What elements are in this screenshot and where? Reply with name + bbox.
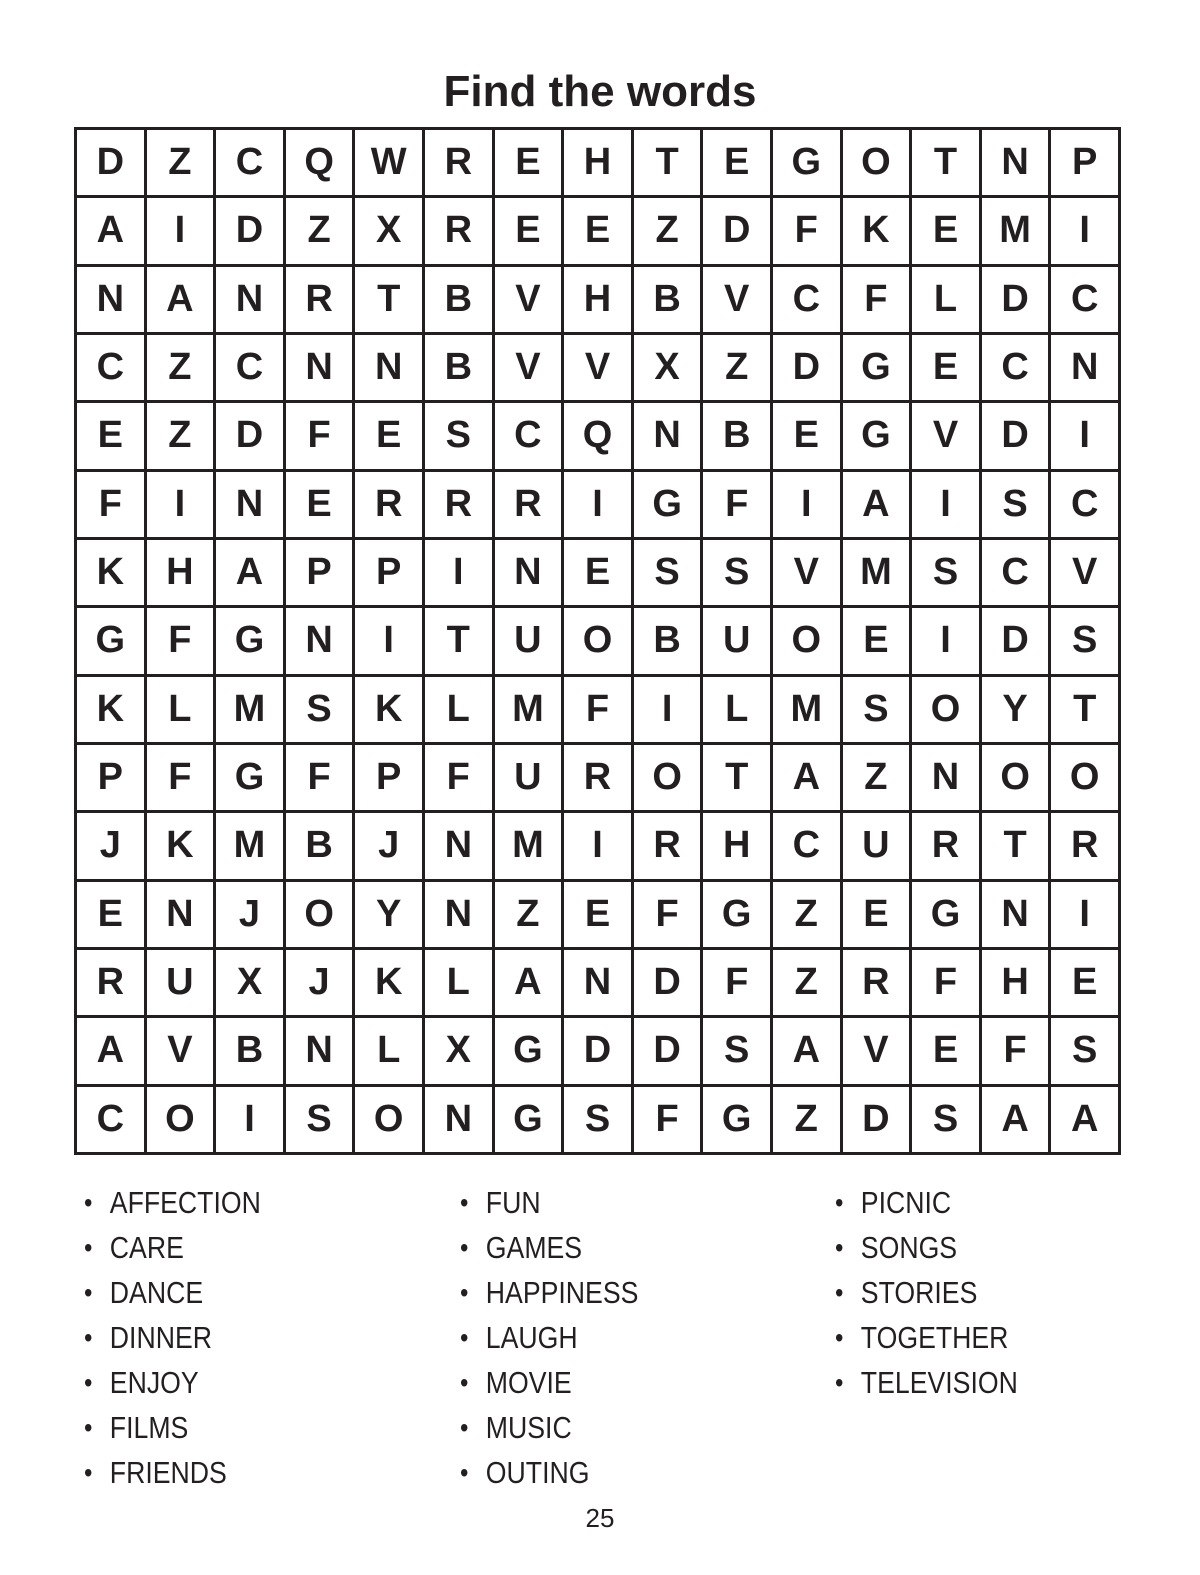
word-list-item [460,1315,638,1360]
grid-cell[interactable]: I [147,472,214,537]
grid-cell[interactable]: E [564,198,631,263]
grid-cell[interactable]: U [147,950,214,1015]
grid-cell[interactable]: B [286,813,353,878]
grid-cell[interactable]: R [843,950,910,1015]
grid-cell[interactable]: A [773,745,840,810]
grid-cell[interactable]: B [216,1018,283,1083]
bullet-icon: • [460,1412,469,1443]
word-label: FILMS [109,1410,189,1445]
grid-cell[interactable]: T [912,130,979,195]
bullet-icon: • [835,1232,844,1263]
grid-cell[interactable]: K [355,677,422,742]
grid-cell[interactable]: I [564,472,631,537]
grid-cell[interactable]: F [147,745,214,810]
word-label: OUTING [485,1455,590,1490]
grid-cell[interactable]: R [912,813,979,878]
word-list-item [84,1315,261,1360]
grid-cell[interactable]: S [286,677,353,742]
grid-cell[interactable]: D [982,267,1049,332]
grid-cell[interactable]: J [355,813,422,878]
bullet-icon: • [84,1457,93,1488]
grid-cell[interactable]: E [773,403,840,468]
grid-cell[interactable]: S [843,677,910,742]
grid-cell[interactable]: C [1051,472,1118,537]
grid-cell[interactable]: M [495,677,562,742]
grid-cell[interactable]: D [773,335,840,400]
bullet-icon: • [84,1322,93,1353]
grid-cell[interactable]: D [216,198,283,263]
grid-cell[interactable]: Z [773,950,840,1015]
grid-cell[interactable]: N [77,267,144,332]
grid-cell[interactable]: E [77,882,144,947]
grid-cell[interactable]: C [982,540,1049,605]
word-label: MUSIC [485,1410,572,1445]
word-list-column-2 [460,1180,667,1495]
word-list-item [460,1450,638,1495]
bullet-icon: • [84,1187,93,1218]
grid-cell[interactable]: X [355,198,422,263]
grid-cell[interactable]: F [425,745,492,810]
grid-cell[interactable]: R [495,472,562,537]
bullet-icon: • [835,1187,844,1218]
grid-cell[interactable]: X [634,335,701,400]
grid-cell[interactable]: F [77,472,144,537]
word-list-item [84,1180,261,1225]
grid-cell[interactable]: O [912,677,979,742]
grid-cell[interactable]: L [425,677,492,742]
word-list [0,1180,1200,1490]
word-label: TOGETHER [860,1320,1009,1355]
grid-cell[interactable]: S [634,540,701,605]
grid-cell[interactable]: P [355,745,422,810]
grid-cell[interactable]: T [982,813,1049,878]
grid-cell[interactable]: I [355,608,422,673]
grid-cell[interactable]: M [216,813,283,878]
grid-cell[interactable]: K [147,813,214,878]
grid-cell[interactable]: S [286,1087,353,1152]
grid-cell[interactable]: U [495,745,562,810]
grid-cell[interactable]: Y [982,677,1049,742]
word-list-item [84,1225,261,1270]
grid-cell[interactable]: S [703,540,770,605]
grid-cell[interactable]: R [425,130,492,195]
grid-cell[interactable]: Q [286,130,353,195]
grid-cell[interactable]: E [564,882,631,947]
grid-cell[interactable]: N [982,130,1049,195]
word-label: LAUGH [485,1320,578,1355]
word-list-item [84,1450,261,1495]
word-list-item [460,1405,638,1450]
grid-cell[interactable]: S [564,1087,631,1152]
grid-cell[interactable]: N [216,472,283,537]
grid-cell[interactable]: F [912,950,979,1015]
bullet-icon: • [460,1187,469,1218]
grid-cell[interactable]: Z [773,882,840,947]
grid-cell[interactable]: K [843,198,910,263]
grid-cell[interactable]: F [773,198,840,263]
grid-cell[interactable]: V [703,267,770,332]
grid-cell[interactable]: C [773,267,840,332]
grid-cell[interactable]: O [355,1087,422,1152]
grid-cell[interactable]: F [843,267,910,332]
grid-cell[interactable]: Z [843,745,910,810]
grid-cell[interactable]: I [1051,403,1118,468]
grid-cell[interactable]: H [564,130,631,195]
grid-cell[interactable]: C [1051,267,1118,332]
grid-cell[interactable]: W [355,130,422,195]
grid-cell[interactable]: Z [773,1087,840,1152]
bullet-icon: • [835,1277,844,1308]
grid-cell[interactable]: Z [147,130,214,195]
grid-cell[interactable]: I [147,198,214,263]
grid-cell[interactable]: I [773,472,840,537]
grid-cell[interactable]: N [286,1018,353,1083]
grid-cell[interactable]: I [912,608,979,673]
grid-cell[interactable]: N [564,950,631,1015]
bullet-icon: • [835,1322,844,1353]
grid-cell[interactable]: R [286,267,353,332]
grid-cell[interactable]: R [77,950,144,1015]
bullet-icon: • [84,1412,93,1443]
grid-cell[interactable]: F [703,472,770,537]
grid-cell[interactable]: K [355,950,422,1015]
word-list-item [835,1225,1018,1270]
bullet-icon: • [84,1232,93,1263]
grid-cell[interactable]: O [634,745,701,810]
word-label: CARE [109,1230,184,1265]
grid-cell[interactable]: N [425,882,492,947]
grid-cell[interactable]: P [355,540,422,605]
word-list-column-3 [835,1180,1048,1405]
grid-cell[interactable]: A [77,1018,144,1083]
grid-cell[interactable]: L [147,677,214,742]
grid-cell[interactable]: E [286,472,353,537]
grid-cell[interactable]: N [982,882,1049,947]
grid-cell[interactable]: E [912,335,979,400]
grid-cell[interactable]: G [634,472,701,537]
bullet-icon: • [460,1322,469,1353]
grid-cell[interactable]: K [77,540,144,605]
grid-cell[interactable]: J [77,813,144,878]
grid-cell[interactable]: A [495,950,562,1015]
grid-cell[interactable]: G [495,1087,562,1152]
bullet-icon: • [460,1457,469,1488]
grid-cell[interactable]: C [982,335,1049,400]
grid-cell[interactable]: M [982,198,1049,263]
grid-cell[interactable]: G [495,1018,562,1083]
word-list-column-1 [84,1180,290,1495]
grid-cell[interactable]: V [843,1018,910,1083]
grid-cell[interactable]: Z [147,335,214,400]
grid-cell[interactable]: I [425,540,492,605]
grid-cell[interactable]: C [495,403,562,468]
grid-cell[interactable]: H [147,540,214,605]
grid-cell[interactable]: F [564,677,631,742]
grid-cell[interactable]: R [1051,813,1118,878]
grid-cell[interactable]: U [703,608,770,673]
grid-cell[interactable]: E [564,540,631,605]
grid-cell[interactable]: A [1051,1087,1118,1152]
grid-cell[interactable]: Y [355,882,422,947]
grid-cell[interactable]: Q [564,403,631,468]
grid-cell[interactable]: C [216,130,283,195]
word-label: GAMES [485,1230,583,1265]
word-label: FUN [485,1185,541,1220]
grid-cell[interactable]: T [703,745,770,810]
grid-cell[interactable]: M [216,677,283,742]
grid-cell[interactable]: A [982,1087,1049,1152]
word-list-item [460,1270,638,1315]
grid-cell[interactable]: L [425,950,492,1015]
grid-cell[interactable]: E [843,608,910,673]
grid-cell[interactable]: E [495,198,562,263]
grid-cell[interactable]: F [286,403,353,468]
grid-cell[interactable]: V [495,267,562,332]
grid-cell[interactable]: X [216,950,283,1015]
grid-cell[interactable]: S [982,472,1049,537]
bullet-icon: • [460,1232,469,1263]
grid-cell[interactable]: E [912,1018,979,1083]
grid-cell[interactable]: A [773,1018,840,1083]
grid-cell[interactable]: O [773,608,840,673]
word-search-grid [74,127,1121,1155]
bullet-icon: • [84,1367,93,1398]
grid-cell[interactable]: I [634,677,701,742]
word-label: FRIENDS [109,1455,227,1490]
word-list-item [460,1360,638,1405]
grid-cell[interactable]: H [564,267,631,332]
grid-cell[interactable]: F [703,950,770,1015]
grid-cell[interactable]: R [425,198,492,263]
word-label: HAPPINESS [485,1275,639,1310]
grid-cell[interactable]: A [147,267,214,332]
grid-cell[interactable]: O [843,130,910,195]
grid-cell[interactable]: R [355,472,422,537]
word-label: MOVIE [485,1365,572,1400]
grid-cell[interactable]: N [425,1087,492,1152]
grid-cell[interactable]: N [1051,335,1118,400]
grid-cell[interactable]: G [216,745,283,810]
grid-cell[interactable]: O [286,882,353,947]
grid-cell[interactable]: H [982,950,1049,1015]
grid-cell[interactable]: O [982,745,1049,810]
bullet-icon: • [84,1277,93,1308]
grid-cell[interactable]: I [564,813,631,878]
grid-cell[interactable]: O [564,608,631,673]
grid-cell[interactable]: J [216,882,283,947]
grid-cell[interactable]: D [634,950,701,1015]
grid-cell[interactable]: N [216,267,283,332]
word-list-item [460,1180,638,1225]
grid-cell[interactable]: D [634,1018,701,1083]
grid-cell[interactable]: M [495,813,562,878]
grid-cell[interactable]: E [843,882,910,947]
grid-cell[interactable]: H [703,813,770,878]
grid-cell[interactable]: P [77,745,144,810]
grid-cell[interactable]: L [703,677,770,742]
grid-cell[interactable]: T [1051,677,1118,742]
bullet-icon: • [460,1277,469,1308]
grid-cell[interactable]: O [1051,745,1118,810]
grid-cell[interactable]: C [77,335,144,400]
word-list-item [460,1225,638,1270]
grid-cell[interactable]: G [912,882,979,947]
grid-cell[interactable]: G [77,608,144,673]
grid-cell[interactable]: T [355,267,422,332]
grid-cell[interactable]: U [843,813,910,878]
grid-cell[interactable]: F [147,608,214,673]
grid-cell[interactable]: X [425,1018,492,1083]
grid-cell[interactable]: Z [703,335,770,400]
grid-cell[interactable]: N [912,745,979,810]
grid-cell[interactable]: B [703,403,770,468]
grid-cell[interactable]: R [564,745,631,810]
grid-cell[interactable]: B [425,267,492,332]
grid-cell[interactable]: E [77,403,144,468]
grid-cell[interactable]: S [912,540,979,605]
grid-cell[interactable]: F [634,882,701,947]
word-label: AFFECTION [109,1185,261,1220]
word-label: PICNIC [860,1185,952,1220]
grid-cell[interactable]: N [425,813,492,878]
grid-cell[interactable]: V [147,1018,214,1083]
word-list-item [835,1270,1018,1315]
grid-cell[interactable]: L [355,1018,422,1083]
grid-cell[interactable]: K [77,677,144,742]
word-label: DANCE [109,1275,204,1310]
grid-cell[interactable]: E [355,403,422,468]
word-label: STORIES [860,1275,978,1310]
grid-cell[interactable]: S [1051,1018,1118,1083]
page-title: Find the words [443,67,757,116]
word-label: SONGS [860,1230,958,1265]
grid-cell[interactable]: C [77,1087,144,1152]
grid-cell[interactable]: S [1051,608,1118,673]
grid-cell[interactable]: D [982,608,1049,673]
grid-cell[interactable]: N [634,403,701,468]
grid-cell[interactable]: V [1051,540,1118,605]
grid-cell[interactable]: S [703,1018,770,1083]
grid-cell[interactable]: O [147,1087,214,1152]
word-list-item [835,1315,1018,1360]
grid-cell[interactable]: N [495,540,562,605]
grid-cell[interactable]: E [703,130,770,195]
grid-cell[interactable]: N [286,335,353,400]
word-label: ENJOY [109,1365,199,1400]
word-list-item [84,1270,261,1315]
grid-cell[interactable]: A [77,198,144,263]
grid-cell[interactable]: N [286,608,353,673]
page-number: 25 [585,1503,615,1533]
grid-cell[interactable]: F [634,1087,701,1152]
grid-cell[interactable]: T [425,608,492,673]
grid-cell[interactable]: G [703,1087,770,1152]
grid-cell[interactable]: E [1051,950,1118,1015]
grid-cell[interactable]: I [912,472,979,537]
grid-cell[interactable]: B [634,267,701,332]
grid-cell[interactable]: I [1051,882,1118,947]
grid-cell[interactable]: R [425,472,492,537]
grid-cell[interactable]: E [912,198,979,263]
grid-cell[interactable]: G [843,403,910,468]
word-list-item [835,1360,1018,1405]
grid-cell[interactable]: Z [634,198,701,263]
grid-cell[interactable]: S [425,403,492,468]
grid-cell[interactable]: V [564,335,631,400]
grid-cell[interactable]: N [147,882,214,947]
word-label: DINNER [109,1320,213,1355]
grid-cell[interactable]: Z [147,403,214,468]
bullet-icon: • [835,1367,844,1398]
grid-cell[interactable]: Z [495,882,562,947]
grid-cell[interactable]: M [843,540,910,605]
grid-cell[interactable]: B [634,608,701,673]
grid-cell[interactable]: P [1051,130,1118,195]
grid-cell[interactable]: D [703,198,770,263]
grid-cell[interactable]: C [216,335,283,400]
grid-cell[interactable]: D [564,1018,631,1083]
grid-cell[interactable]: G [703,882,770,947]
grid-cell[interactable]: I [216,1087,283,1152]
grid-cell[interactable]: D [843,1087,910,1152]
grid-cell[interactable]: A [216,540,283,605]
grid-cell[interactable]: S [912,1087,979,1152]
word-list-item [84,1405,261,1450]
grid-cell[interactable]: I [1051,198,1118,263]
grid-cell[interactable]: A [843,472,910,537]
grid-cell[interactable]: V [773,540,840,605]
grid-cell[interactable]: M [773,677,840,742]
grid-cell[interactable]: D [77,130,144,195]
grid-cell[interactable]: F [982,1018,1049,1083]
grid-cell[interactable]: V [912,403,979,468]
grid-cell[interactable]: L [912,267,979,332]
grid-cell[interactable]: R [634,813,701,878]
grid-cell[interactable]: U [495,608,562,673]
word-list-item [84,1360,261,1405]
grid-cell[interactable]: D [216,403,283,468]
grid-cell[interactable]: J [286,950,353,1015]
grid-cell[interactable]: G [216,608,283,673]
grid-cell[interactable]: Z [286,198,353,263]
grid-cell[interactable]: E [495,130,562,195]
grid-cell[interactable]: P [286,540,353,605]
grid-cell[interactable]: C [773,813,840,878]
grid-cell[interactable]: V [495,335,562,400]
grid-cell[interactable]: B [425,335,492,400]
grid-cell[interactable]: D [982,403,1049,468]
grid-cell[interactable]: G [773,130,840,195]
word-list-item [835,1180,1018,1225]
grid-cell[interactable]: N [355,335,422,400]
word-label: TELEVISION [860,1365,1018,1400]
grid-cell[interactable]: G [843,335,910,400]
bullet-icon: • [460,1367,469,1398]
grid-cell[interactable]: F [286,745,353,810]
grid-cell[interactable]: T [634,130,701,195]
